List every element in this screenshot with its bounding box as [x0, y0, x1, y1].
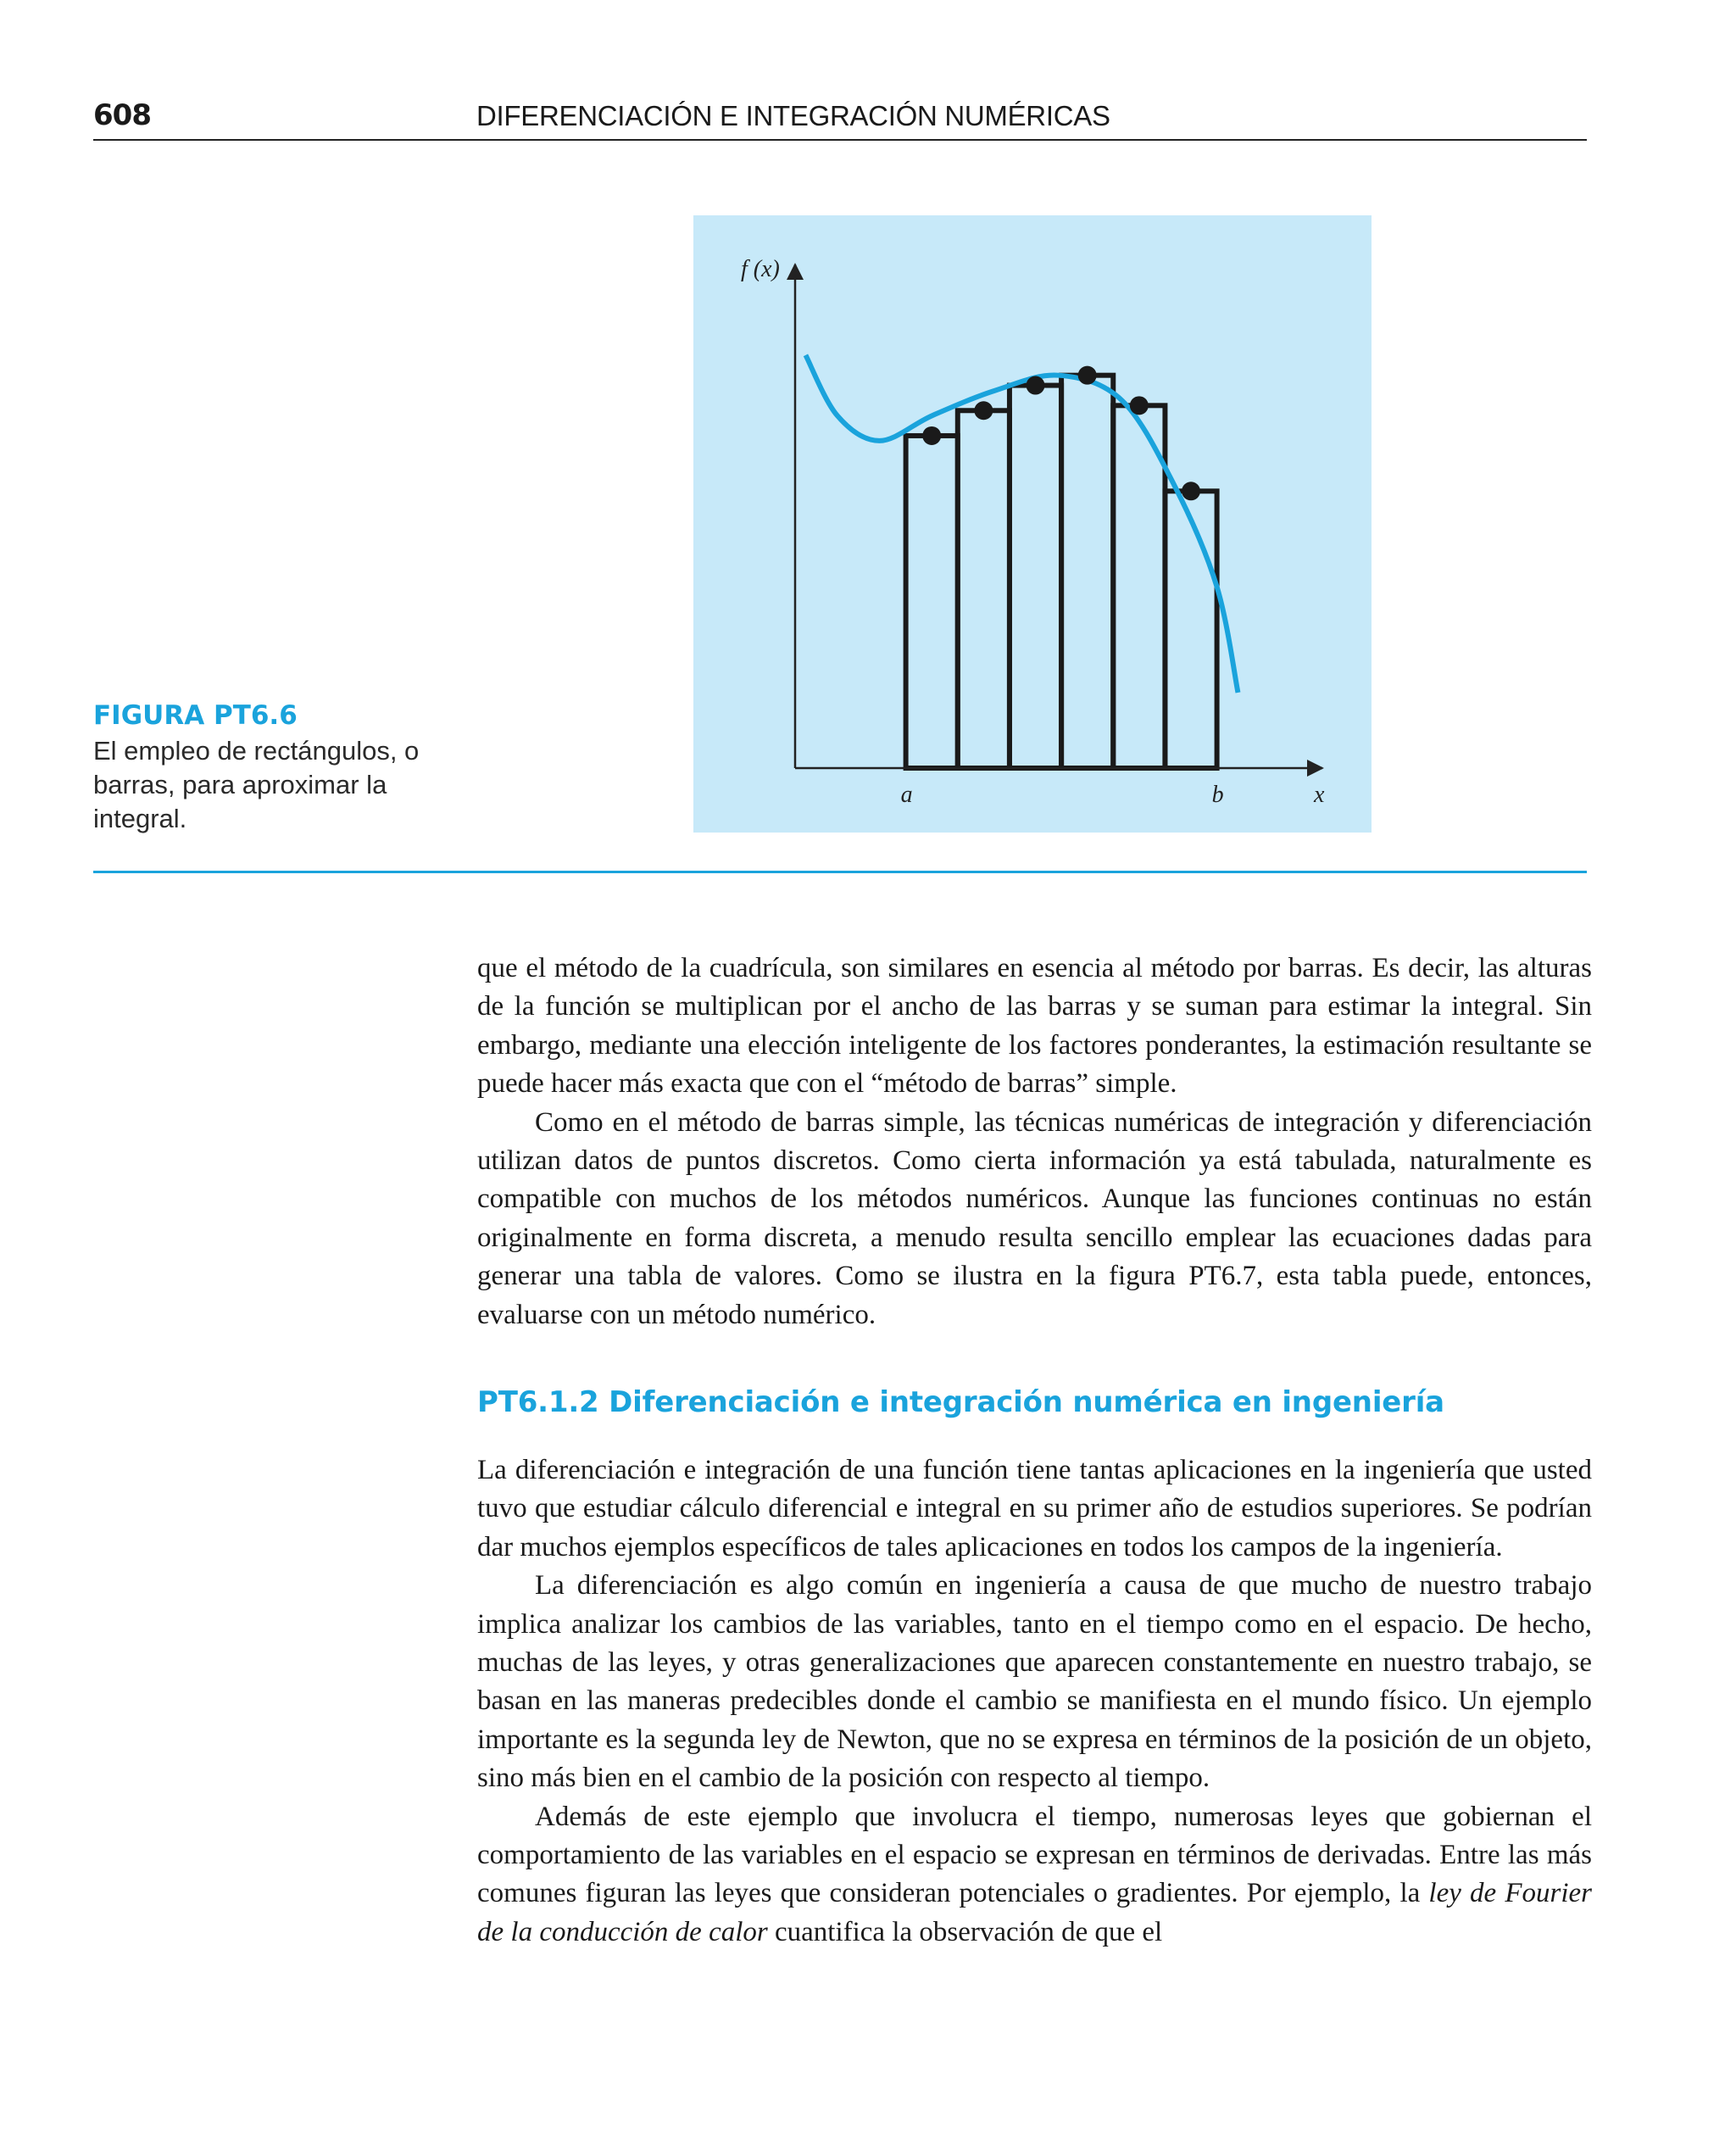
paragraph: La diferenciación es algo común en ingeniería a causa de que mucho de nuestro trabajo implica analizar los cambios de las variables, tanto en el tiempo como en el espacio. De hecho, muchas de las leyes, y otras generalizaciones que aparecen constantemente en nuestro trabajo, se basan en las maneras predecibles donde el cambio se manifiesta en el mundo físico. Un ejemplo importante es la segunda ley de Newton, que no se expresa en términos de la posición de un objeto, sino más bien en el cambio de la posición con respecto al tiempo. — [477, 1570, 1592, 1794]
paragraph-text: Además de este ejemplo que involucra el tiempo, numerosas leyes que gobiernan el comportamiento de las variables en el espacio se expresan en términos de derivadas. Entre las más comunes figuran las leyes que consideran potenciales o gradientes. Por ejemplo, la — [477, 1801, 1592, 1909]
midpoint-dot-4 — [1078, 366, 1097, 385]
y-axis-label: f (x) — [741, 256, 780, 282]
a-label: a — [900, 782, 913, 808]
paragraph — [477, 1798, 1592, 1952]
bar-2 — [958, 410, 1010, 768]
bar-integral-chart — [693, 215, 1372, 833]
figure-panel — [693, 215, 1372, 833]
page-header — [93, 95, 1587, 141]
bar-5 — [1113, 405, 1165, 768]
bars-group — [906, 376, 1217, 768]
midpoint-dot-5 — [1130, 396, 1149, 415]
section-heading: PT6.1.2 Diferenciación e integración numérica en ingeniería — [477, 1385, 1444, 1419]
bar-1 — [906, 436, 958, 768]
caption-text: El empleo de rectángulos, o barras, para aproximar la integral. — [93, 736, 420, 833]
bar-4 — [1061, 376, 1113, 768]
paragraph: La diferenciación e integración de una función tiene tantas aplicaciones en la ingeniería que usted tuvo que estudiar cálculo diferencial e integral en su primer año de estudios superiores. Se podrían dar muchos ejemplos específicos de tales aplicaciones en todos los campos de la ingeniería. — [477, 1455, 1592, 1562]
body-text-top — [477, 950, 1592, 1334]
midpoint-dot-2 — [974, 401, 993, 420]
paragraph: Como en el método de barras simple, las técnicas numéricas de integración y diferenciación utilizan datos de puntos discretos. Como cierta información ya está tabulada, naturalmente es compatible con muchos de los métodos numéricos. Aunque las funciones continuas no están originalmente en forma discreta, a menudo resulta sencillo emplear las ecuaciones dadas para generar una tabla de valores. Como se ilustra en la figura PT6.7, esta tabla puede, entonces, evaluarse con un método numérico. — [477, 1106, 1592, 1330]
running-head: DIFERENCIACIÓN E INTEGRACIÓN NUMÉRICAS — [476, 100, 1110, 131]
body-text-section — [477, 1451, 1592, 1952]
figure-label: FIGURA PT6.6 — [93, 700, 298, 731]
paragraph: que el método de la cuadrícula, son similares en esencia al método por barras. Es decir, las alturas de la función se multiplican por el ancho de las barras y se suman para estimar la integral. Sin embargo, mediante una elección inteligente de los factores ponderantes, la estimación resultante se puede hacer más exacta que con el “método de barras” simple. — [477, 953, 1592, 1100]
figure-caption — [93, 700, 449, 836]
bar-3 — [1010, 386, 1061, 768]
midpoint-dot-6 — [1182, 482, 1200, 500]
page-number: 608 — [93, 98, 151, 132]
italic-term: ley de Fourier de la conducción de calor — [477, 1878, 1592, 1947]
figure-divider — [93, 871, 1587, 873]
b-label: b — [1211, 782, 1224, 808]
function-curve — [805, 355, 1238, 693]
midpoint-dot-3 — [1027, 376, 1045, 395]
midpoint-dot-1 — [922, 426, 941, 445]
x-axis-label: x — [1314, 782, 1325, 808]
bar-6 — [1165, 491, 1216, 768]
paragraph-text: cuantifica la observación de que el — [767, 1916, 1163, 1947]
